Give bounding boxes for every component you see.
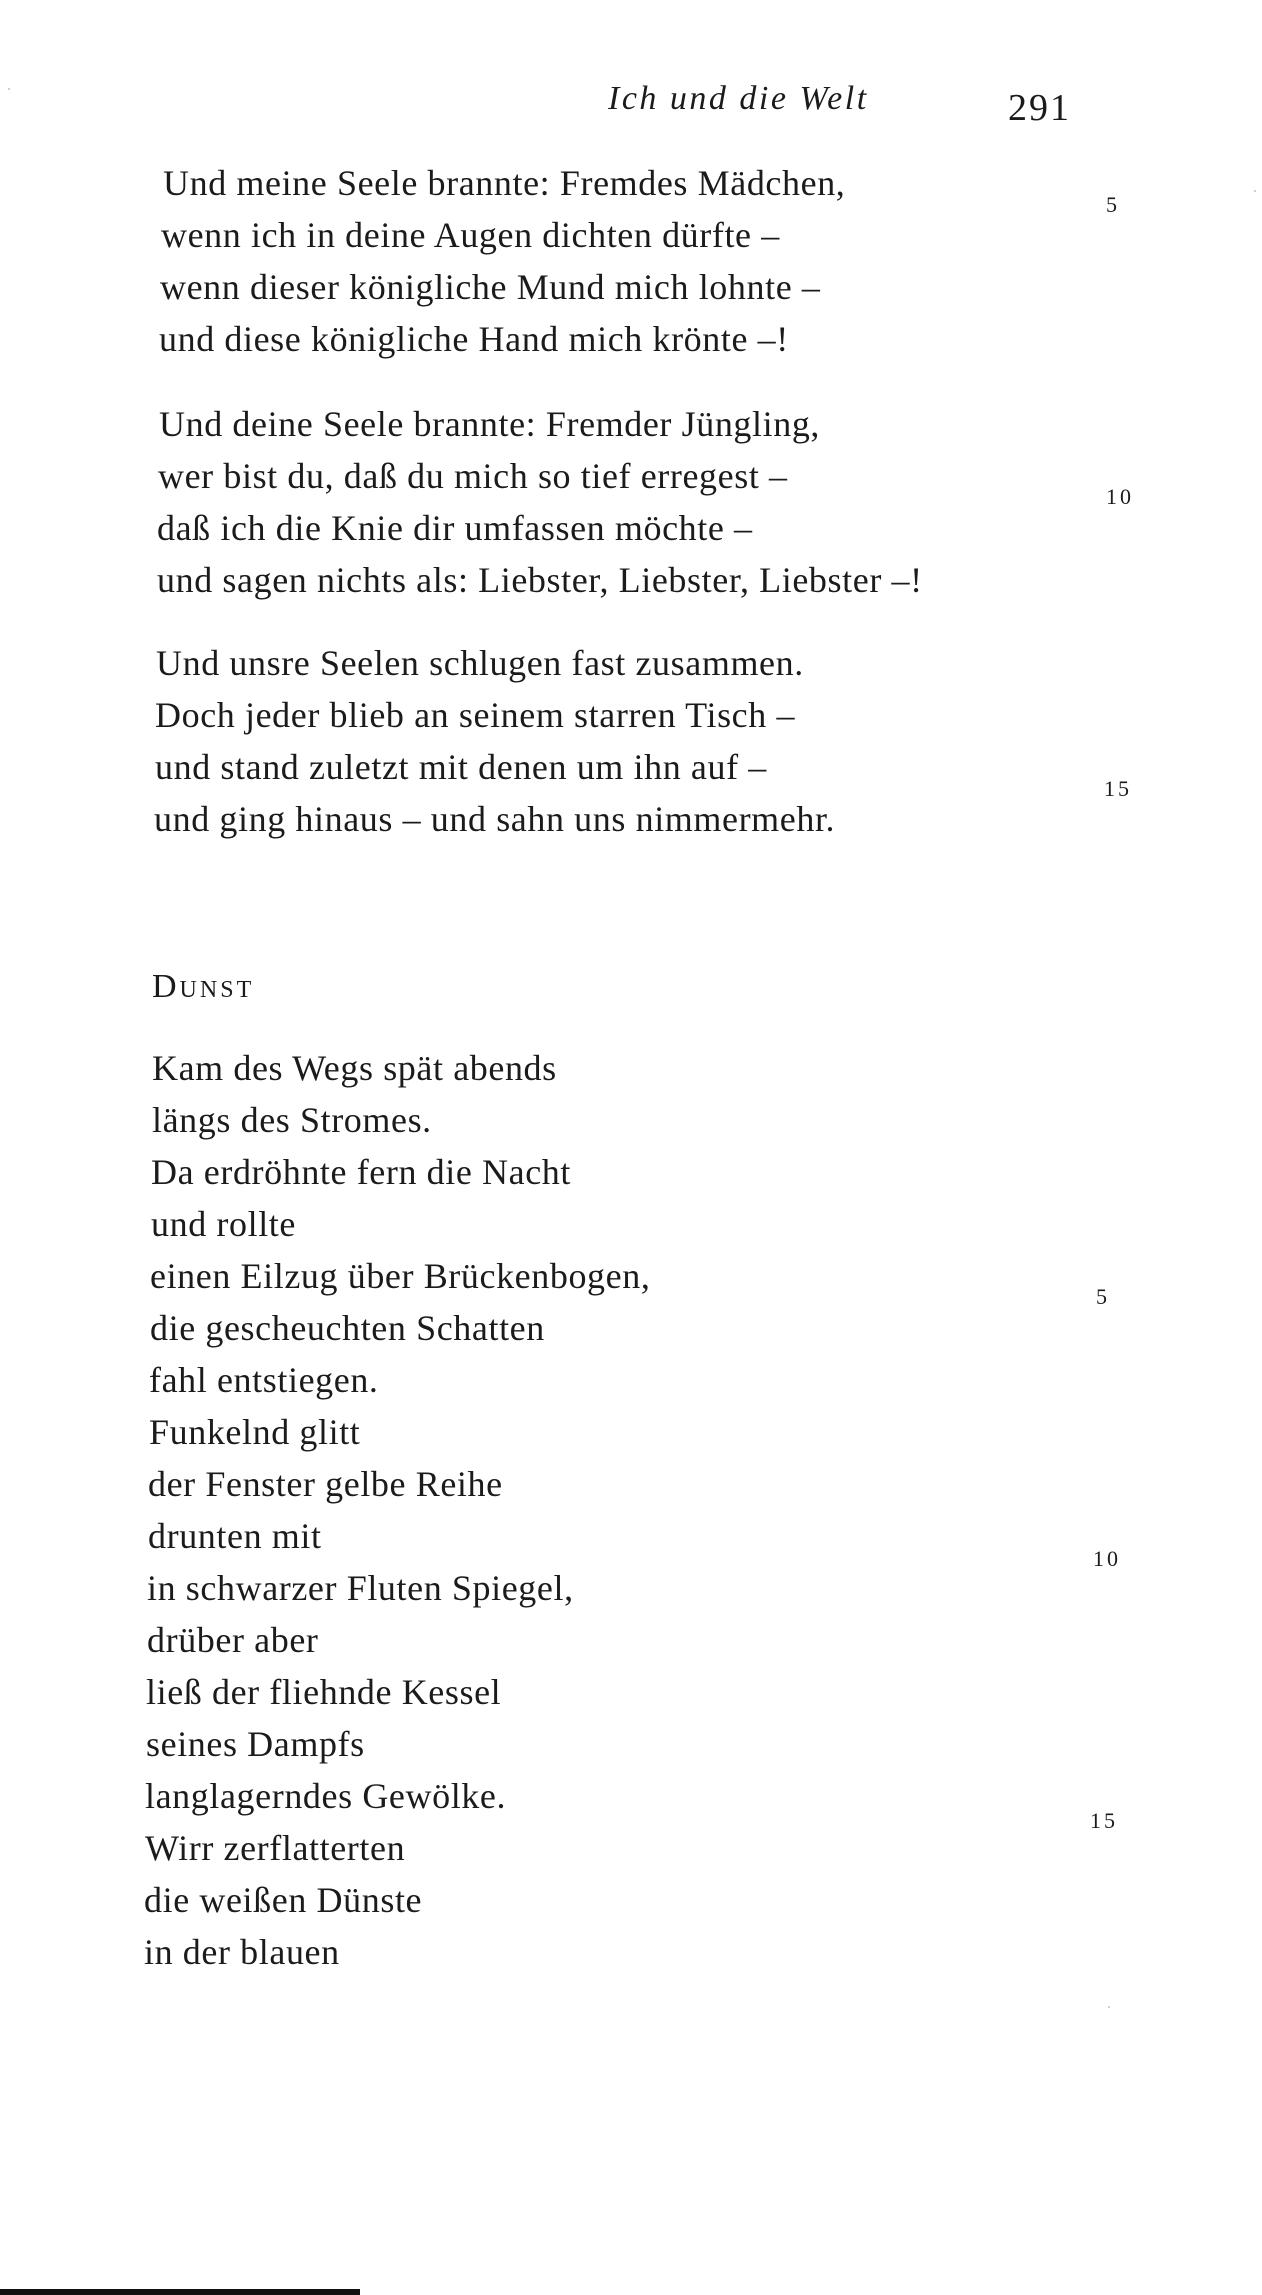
poem1-line-number-15: 15	[1104, 776, 1132, 801]
poem2-line-14: seines Dampfs	[146, 1724, 365, 1764]
poem1-line-4: und diese königliche Hand mich krönte –!	[159, 319, 789, 359]
scan-edge-rule	[0, 2289, 360, 2295]
poem2-line-number-10: 10	[1093, 1546, 1121, 1571]
running-head: Ich und die Welt	[608, 80, 869, 117]
scan-speck	[8, 88, 10, 90]
poem2-line-9: der Fenster gelbe Reihe	[148, 1464, 503, 1504]
poem1-line-12: und ging hinaus – und sahn uns nimmermehr.	[154, 799, 836, 839]
poem2-line-number-5: 5	[1096, 1284, 1110, 1309]
poem1-line-8: und sagen nichts als: Liebster, Liebster, Liebster –!	[157, 560, 923, 600]
poem1-line-5: Und deine Seele brannte: Fremder Jüngling,	[159, 404, 821, 444]
poem1-line-7: daß ich die Knie dir umfassen möchte –	[157, 508, 753, 548]
poem2-line-8: Funkelnd glitt	[149, 1412, 361, 1452]
poem1-line-3: wenn dieser königliche Mund mich lohnte –	[160, 267, 821, 307]
poem2-line-5: einen Eilzug über Brückenbogen,	[150, 1256, 651, 1296]
poem2-line-6: die gescheuchten Schatten	[150, 1308, 545, 1348]
poem2-line-12: drüber aber	[147, 1620, 319, 1660]
poem1-line-10: Doch jeder blieb an seinem starren Tisch –	[155, 695, 796, 735]
poem2-line-10: drunten mit	[148, 1516, 322, 1556]
poem2-line-3: Da erdröhnte fern die Nacht	[151, 1152, 572, 1192]
poem1-line-number-5: 5	[1106, 192, 1120, 217]
poem2-line-number-15: 15	[1090, 1808, 1118, 1833]
scan-speck	[1254, 190, 1256, 192]
page-number: 291	[1008, 87, 1071, 129]
poem2-line-1: Kam des Wegs spät abends	[152, 1048, 557, 1088]
poem2-line-7: fahl entstiegen.	[149, 1360, 379, 1400]
poem2-line-11: in schwarzer Fluten Spiegel,	[147, 1568, 574, 1608]
poem2-line-18: in der blauen	[144, 1932, 340, 1972]
poem2-line-13: ließ der fliehnde Kessel	[146, 1672, 502, 1712]
poem2-line-16: Wirr zerflatterten	[145, 1828, 406, 1868]
poem-title: Dunst	[152, 968, 255, 1005]
poem2-line-17: die weißen Dünste	[144, 1880, 423, 1920]
poem1-line-6: wer bist du, daß du mich so tief erregest –	[158, 456, 788, 496]
poem1-line-2: wenn ich in deine Augen dichten dürfte –	[161, 215, 780, 255]
poem1-line-1: Und meine Seele brannte: Fremdes Mädchen,	[163, 163, 846, 203]
scan-speck	[1108, 2006, 1110, 2008]
poem1-line-number-10: 10	[1106, 484, 1134, 509]
poem2-line-4: und rollte	[151, 1204, 296, 1244]
poem1-line-11: und stand zuletzt mit denen um ihn auf –	[155, 747, 767, 787]
poem1-line-9: Und unsre Seelen schlugen fast zusammen.	[156, 643, 804, 683]
poem2-line-2: längs des Stromes.	[152, 1100, 432, 1140]
poem2-line-15: langlagerndes Gewölke.	[145, 1776, 507, 1816]
